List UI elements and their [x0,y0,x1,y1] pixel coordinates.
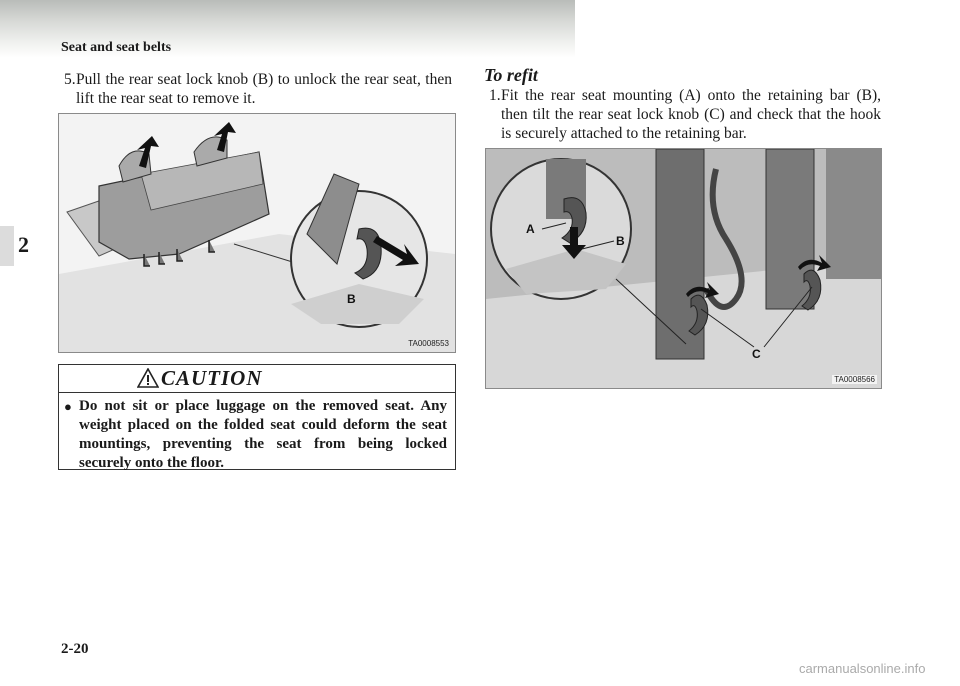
callout-c: C [752,347,761,361]
chapter-tab [0,226,14,266]
seat-refit-illustration [486,149,881,388]
refit-heading: To refit [484,65,538,85]
callout-a: A [526,222,535,236]
warning-triangle-icon [137,368,159,388]
step-1-number: 1. [489,87,501,104]
chapter-number: 2 [18,232,29,257]
caution-box [58,364,456,470]
caution-header [59,365,455,393]
caution-text-block [64,397,447,473]
bullet-icon: ● [64,399,72,414]
callout-b-refit: B [616,234,625,248]
step-5-number: 5. [64,71,76,88]
caution-title: CAUTION [161,366,263,390]
section-title: Seat and seat belts [61,40,172,55]
seat-removal-illustration [59,114,455,352]
page-number: 2-20 [61,641,89,657]
figure-code-right: TA0008566 [834,375,875,384]
figure-code-left: TA0008553 [408,339,449,348]
watermark: carmanualsonline.info [799,661,926,676]
step-5-text: Pull the rear seat lock knob (B) to unlock the rear seat, then lift the rear seat to remove it. [76,71,452,107]
callout-b: B [347,292,356,306]
step-1 [489,86,881,143]
caution-text: Do not sit or place luggage on the removed seat. Any weight placed on the folded seat could deform the seat mountings, preventing the seat from being locked securely onto the floor. [79,398,447,471]
step-5 [64,70,452,108]
figure-remove-seat [58,113,456,353]
step-1-text: Fit the rear seat mounting (A) onto the retaining bar (B), then tilt the rear seat lock knob (C) and check that the hook is securely attached to the retaining bar. [501,87,881,142]
figure-refit-seat [485,148,882,389]
